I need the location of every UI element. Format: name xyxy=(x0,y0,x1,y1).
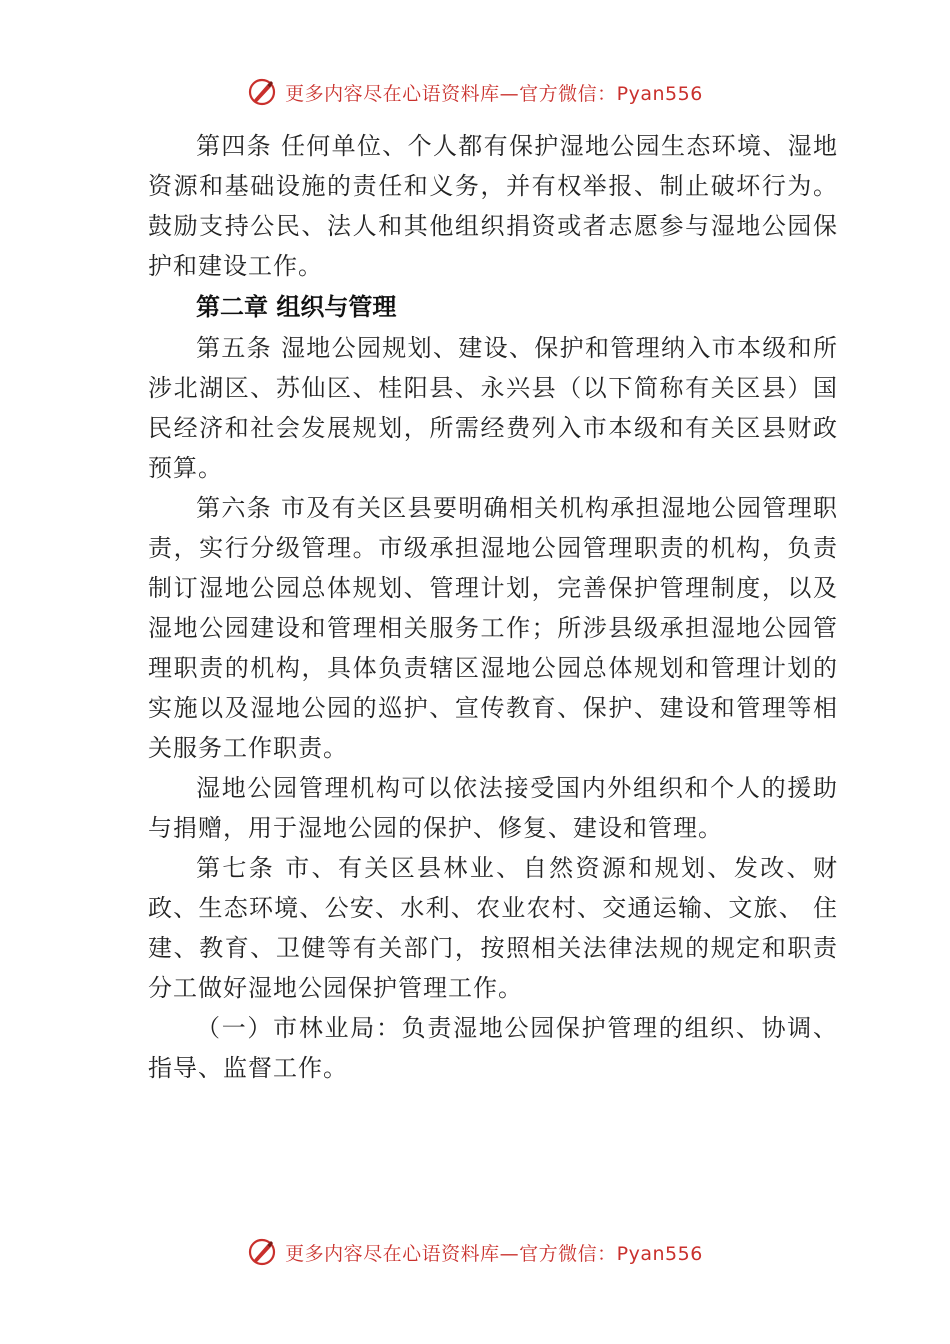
article-4-paragraph: 第四条 任何单位、个人都有保护湿地公​园生态环境、湿地资源和基础设施的责任和义务，并有权举报、制止破坏行为。鼓励支持公民、法人和其他组织捐资或者志愿参与湿地公​园保护和建设工作。 xyxy=(148,132,838,280)
pen-circle-logo-icon xyxy=(247,77,277,107)
donation-paragraph: 湿地公​园管理机构可以依法接受国内外组织和个人的援助与捐赠，用于湿地公​园的保护、修复、建设和管理。 xyxy=(148,774,838,842)
document-body xyxy=(148,126,838,1088)
banner-text: 更多内容尽在心语资料库—官方微信：Pyan556 xyxy=(285,82,703,105)
chapter-2-heading: 第二章 组织与管理 xyxy=(196,293,397,321)
article-6-paragraph: 第六条 市及有关区县要明确相关机构承担湿地公​园管理职责，实行分级管理。市级承担湿地公​园管理职责的机构，负责制订湿地公​园总体规划、管理计划，完善保护管理制度，以及湿地公​园建设和管理相关服务工作；所涉县级承担湿地公​园管理职责的机构，具体负责辖区湿地公​园总体规划和管理计划的实施以及湿地公​园的巡护、宣传教育、保护、建设和管理等相关服务工作职责。 xyxy=(148,494,838,762)
pen-circle-logo-icon xyxy=(247,1237,277,1267)
article-7-paragraph: 第七条 市、有关区县林业、自然资源和规划、发改、财政、生态环境、公安、水利、农业农村、交通运输、文旅、 住建、教育、卫健等有关部门，按照相关法律法规的规定和职责分工做好湿地公​园保护管理工作。 xyxy=(148,854,838,1002)
footer-banner xyxy=(0,1232,950,1272)
forestry-bureau-paragraph: （一）市林业局：负责湿地公​园保护管理的组织、协调、指导、监督工作。 xyxy=(148,1014,838,1082)
article-5-paragraph: 第五条 湿地公​园规划、建设、保护和管理纳入市本级和所涉北湖区、苏仙区、桂阳县、永兴县（以下简称有关区县）国民经济和社会发展规划，所需经费列入市本级和有关区县财政预算。 xyxy=(148,334,838,482)
header-banner xyxy=(0,72,950,112)
banner-text: 更多内容尽在心语资料库—官方微信：Pyan556 xyxy=(285,1242,703,1265)
